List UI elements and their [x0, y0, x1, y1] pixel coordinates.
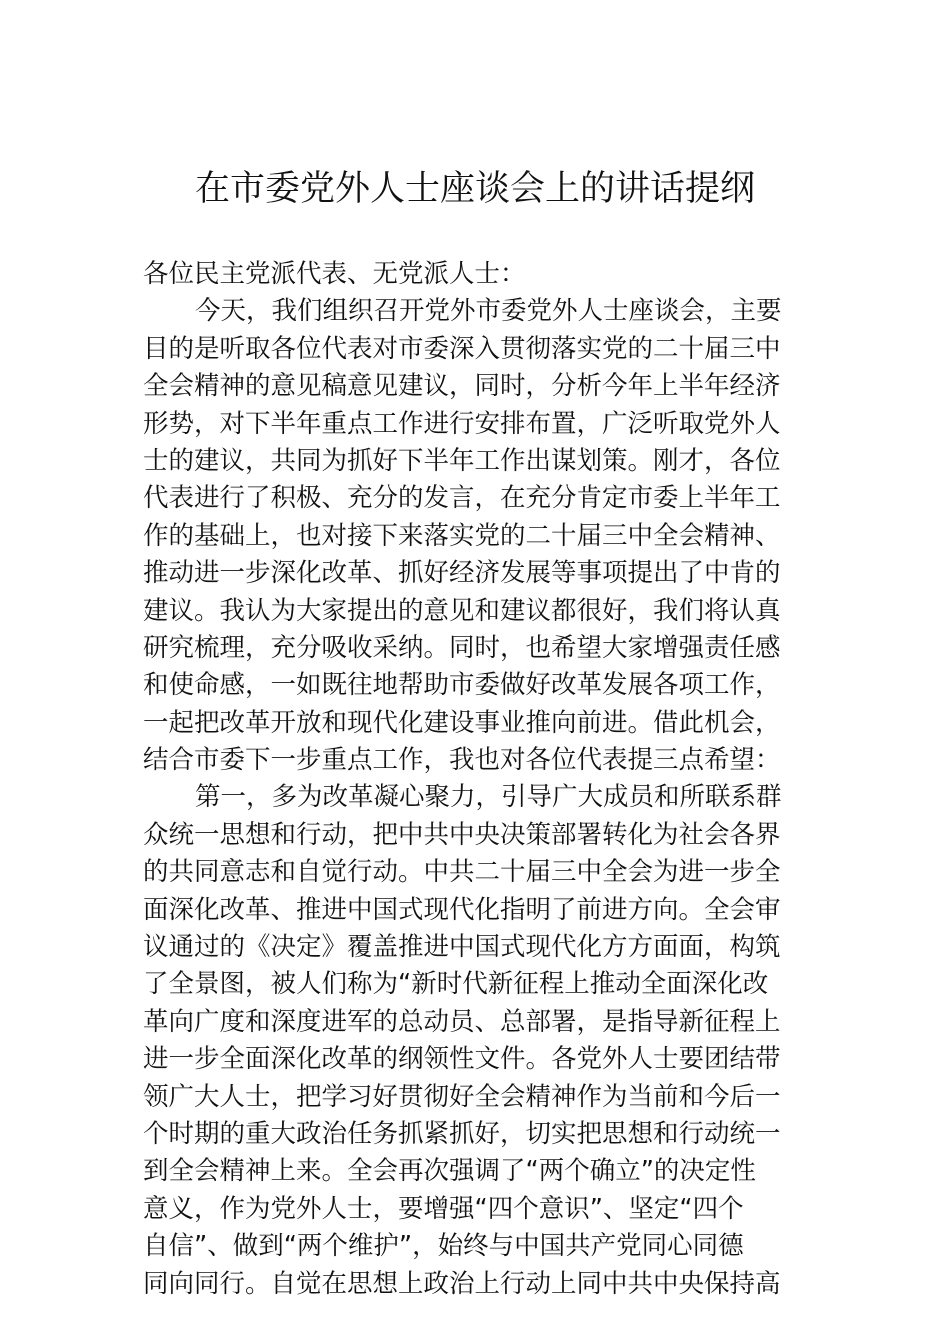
paragraph-line: 结合市委下一步重点工作，我也对各位代表提三点希望： — [143, 745, 781, 776]
paragraph-line: 和使命感，一如既往地帮助市委做好改革发展各项工作， — [143, 670, 781, 701]
paragraph-line: 议通过的《决定》覆盖推进中国式现代化方方面面，构筑 — [143, 932, 781, 963]
paragraph-line: 士的建议，共同为抓好下半年工作出谋划策。刚才，各位 — [143, 445, 781, 476]
paragraph-line: 众统一思想和行动，把中共中央决策部署转化为社会各界 — [143, 819, 781, 850]
paragraph-line: 全会精神的意见稿意见建议，同时，分析今年上半年经济 — [143, 371, 781, 402]
paragraph-line: 代表进行了积极、充分的发言，在充分肯定市委上半年工 — [143, 483, 781, 514]
paragraph-line: 进一步全面深化改革的纲领性文件。各党外人士要团结带 — [143, 1044, 781, 1075]
paragraph-line: 的共同意志和自觉行动。中共二十届三中全会为进一步全 — [143, 857, 781, 888]
paragraph-line: 推动进一步深化改革、抓好经济发展等事项提出了中肯的 — [143, 558, 781, 589]
paragraph-line: 一起把改革开放和现代化建设事业推向前进。借此机会， — [143, 707, 781, 738]
paragraph-line: 领广大人士，把学习好贯彻好全会精神作为当前和今后一 — [143, 1081, 781, 1112]
document-title: 在市委党外人士座谈会上的讲话提纲 — [194, 169, 755, 209]
paragraph-line: 目的是听取各位代表对市委深入贯彻落实党的二十届三中 — [143, 333, 781, 364]
paragraph-line: 到全会精神上来。全会再次强调了“两个确立”的决定性 — [143, 1156, 756, 1187]
paragraph-line: 作的基础上，也对接下来落实党的二十届三中全会精神、 — [143, 520, 781, 551]
document-body — [143, 256, 813, 1303]
paragraph-line: 建议。我认为大家提出的意见和建议都很好，我们将认真 — [143, 595, 781, 626]
paragraph-line: 形势，对下半年重点工作进行安排布置，广泛听取党外人 — [143, 408, 781, 439]
paragraph-line: 意义，作为党外人士，要增强“四个意识”、坚定“四个 — [143, 1193, 744, 1224]
paragraph-line: 同向同行。自觉在思想上政治上行动上同中共中央保持高 — [143, 1268, 781, 1299]
salutation: 各位民主党派代表、无党派人士： — [143, 259, 526, 289]
paragraph-line: 自信”、做到“两个维护”，始终与中国共产党同心同德 — [143, 1231, 744, 1262]
paragraph-first-line: 第一，多为改革凝心聚力，引导广大成员和所联系群 — [195, 782, 782, 813]
paragraph-line: 个时期的重大政治任务抓紧抓好，切实把思想和行动统一 — [143, 1118, 781, 1149]
paragraph-first-line: 今天，我们组织召开党外市委党外人士座谈会，主要 — [195, 296, 782, 327]
paragraph-line: 面深化改革、推进中国式现代化指明了前进方向。全会审 — [143, 894, 781, 925]
paragraph-line: 研究梳理，充分吸收采纳。同时，也希望大家增强责任感 — [143, 632, 781, 663]
paragraph-line: 了全景图，被人们称为“新时代新征程上推动全面深化改 — [143, 969, 769, 1000]
paragraph-line: 革向广度和深度进军的总动员、总部署，是指导新征程上 — [143, 1006, 781, 1037]
body-lines — [143, 293, 813, 1303]
